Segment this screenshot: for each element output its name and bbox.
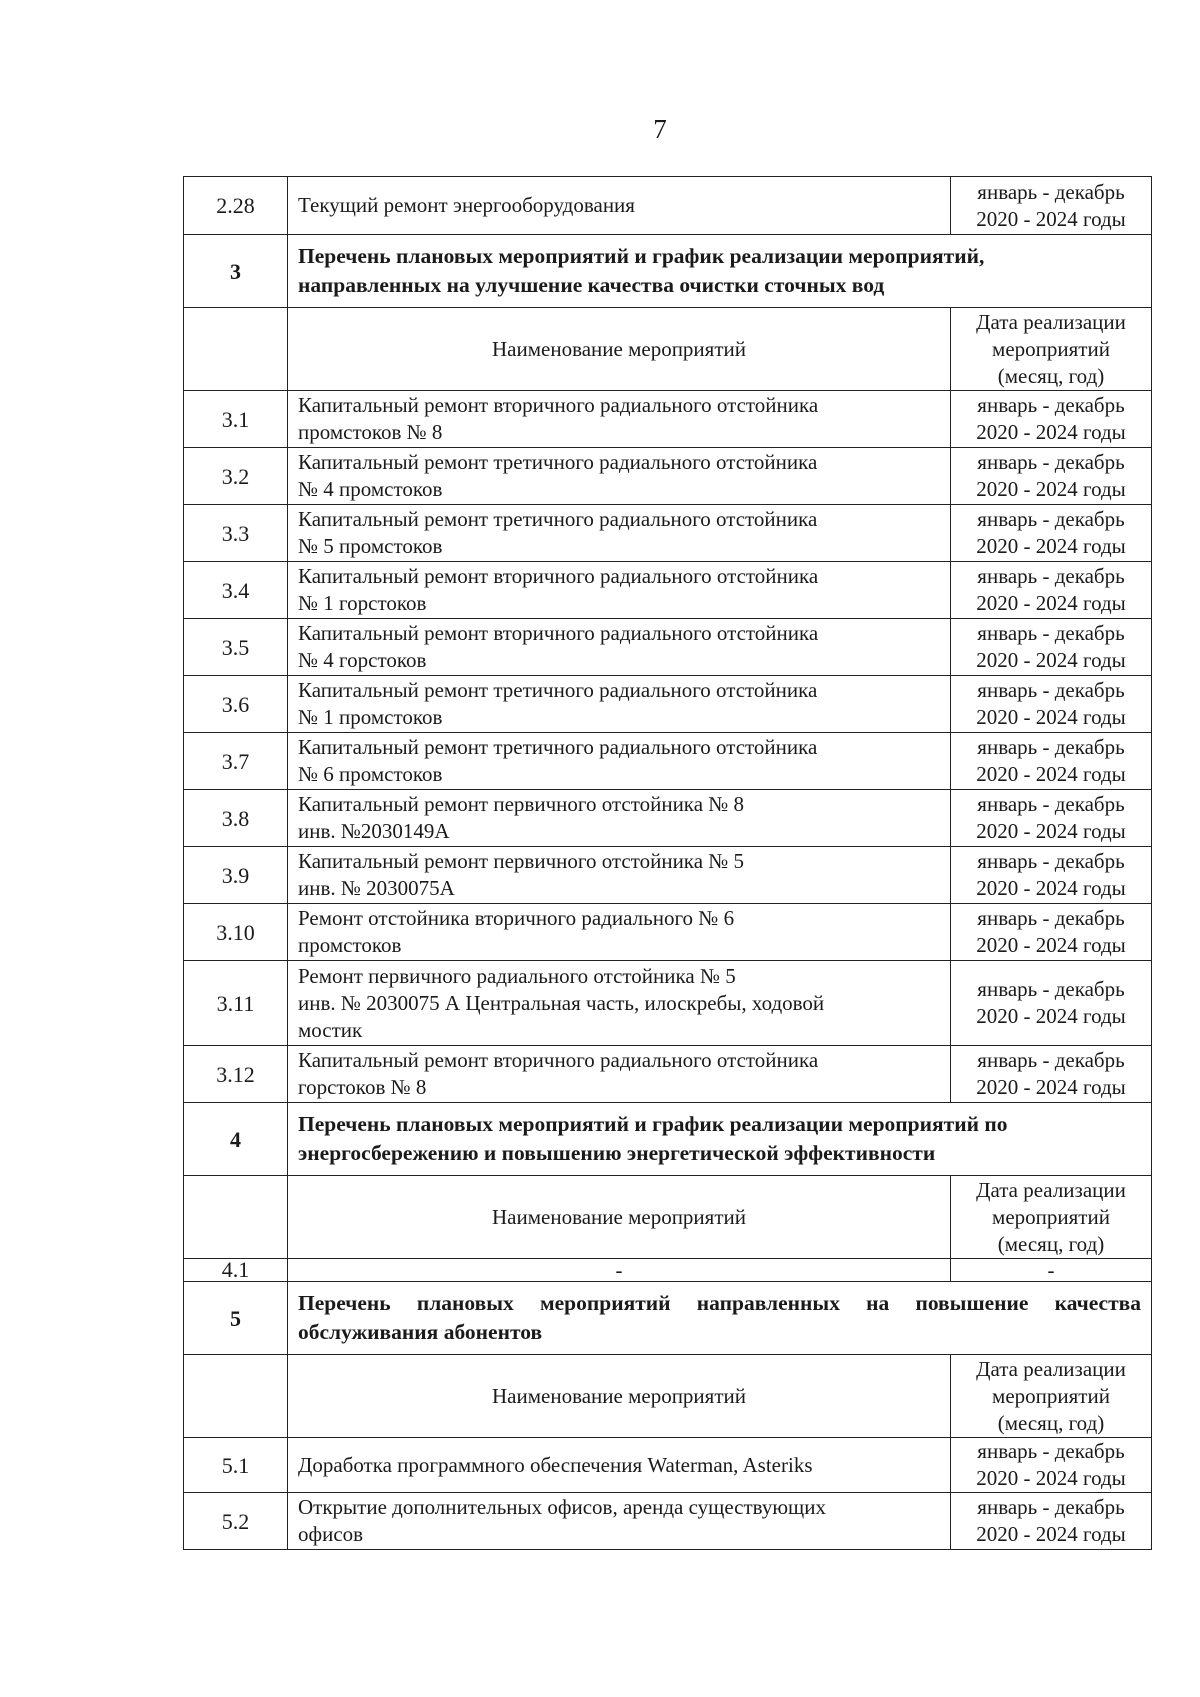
name-line: Капитальный ремонт вторичного радиального отстойника <box>298 393 819 417</box>
section-5-header-row <box>184 1355 1152 1438</box>
date-years: 2020 - 2024 годы <box>976 762 1126 786</box>
section-number: 4 <box>184 1103 288 1176</box>
implementation-date <box>951 505 1152 562</box>
empty-cell <box>184 308 288 391</box>
name-line: № 6 промстоков <box>298 762 443 786</box>
section-3-header-row <box>184 308 1152 391</box>
measure-name <box>288 562 951 619</box>
section-5-title-row <box>184 1282 1152 1355</box>
section-title <box>288 235 1152 308</box>
table-row <box>184 961 1152 1046</box>
date-months: январь - декабрь <box>977 792 1125 816</box>
section-title-line: обслуживания абонентов <box>298 1320 543 1344</box>
measure-name <box>288 790 951 847</box>
name-line: № 4 промстоков <box>298 477 443 501</box>
header-line: Дата реализации <box>976 1356 1126 1381</box>
row-number: 3.4 <box>184 562 288 619</box>
date-years: 2020 - 2024 годы <box>976 1522 1126 1546</box>
date-years: 2020 - 2024 годы <box>976 420 1126 444</box>
section-4-header-row <box>184 1176 1152 1259</box>
page-number: 7 <box>653 114 667 144</box>
name-line: Ремонт отстойника вторичного радиального № 6 <box>298 906 735 930</box>
implementation-date <box>951 619 1152 676</box>
table-row <box>184 790 1152 847</box>
measure-name <box>288 1046 951 1103</box>
date-years: 2020 - 2024 годы <box>976 206 1126 231</box>
implementation-date <box>951 1046 1152 1103</box>
date-months: январь - декабрь <box>977 977 1125 1001</box>
implementation-date <box>951 562 1152 619</box>
table-row <box>184 1438 1152 1493</box>
header-line: (месяц, год) <box>997 1231 1105 1256</box>
header-line: (месяц, год) <box>997 363 1105 388</box>
row-number: 3.10 <box>184 904 288 961</box>
name-line: Открытие дополнительных офисов, аренда существующих <box>298 1495 826 1519</box>
date-years: 2020 - 2024 годы <box>976 705 1126 729</box>
section-number: 5 <box>184 1282 288 1355</box>
row-number: 3.5 <box>184 619 288 676</box>
name-line: № 5 промстоков <box>298 534 443 558</box>
column-header-name: Наименование мероприятий <box>288 1355 951 1438</box>
date-months: январь - декабрь <box>977 564 1125 588</box>
date-years: 2020 - 2024 годы <box>976 819 1126 843</box>
name-line: Капитальный ремонт вторичного радиального отстойника <box>298 621 819 645</box>
implementation-date <box>951 904 1152 961</box>
table-row <box>184 847 1152 904</box>
row-number: 5.2 <box>184 1493 288 1550</box>
row-number: 2.28 <box>184 177 288 235</box>
table-row <box>184 505 1152 562</box>
implementation-date: - <box>951 1259 1152 1282</box>
implementation-date <box>951 391 1152 448</box>
table-row <box>184 562 1152 619</box>
column-header-date <box>951 1176 1152 1259</box>
name-line: горстоков № 8 <box>298 1075 427 1099</box>
row-number: 4.1 <box>184 1259 288 1282</box>
name-line: инв. №2030149А <box>298 819 450 843</box>
measure-name <box>288 505 951 562</box>
name-line: инв. № 2030075 А Центральная часть, илоскребы, ходовой <box>298 990 825 1015</box>
name-line: № 1 промстоков <box>298 705 443 729</box>
date-months: январь - декабрь <box>977 1439 1125 1463</box>
measure-name <box>288 391 951 448</box>
measure-name: - <box>288 1259 951 1282</box>
implementation-date <box>951 733 1152 790</box>
name-line: инв. № 2030075А <box>298 876 455 900</box>
implementation-date <box>951 790 1152 847</box>
measure-name <box>288 676 951 733</box>
implementation-date <box>951 1438 1152 1493</box>
name-line: № 4 горстоков <box>298 648 427 672</box>
name-line: Капитальный ремонт вторичного радиального отстойника <box>298 1048 819 1072</box>
section-title-line: Перечень плановых мероприятий направленных на повышение качества <box>298 1291 1141 1315</box>
date-months: январь - декабрь <box>977 849 1125 873</box>
column-header-date <box>951 308 1152 391</box>
section-4-title-row <box>184 1103 1152 1176</box>
header-line: Дата реализации <box>976 1177 1126 1202</box>
row-number: 3.1 <box>184 391 288 448</box>
measure-name <box>288 733 951 790</box>
measure-name <box>288 961 951 1046</box>
name-line: Капитальный ремонт третичного радиального отстойника <box>298 678 818 702</box>
name-line: Ремонт первичного радиального отстойника № 5 <box>298 963 736 988</box>
measure-name <box>288 847 951 904</box>
name-line: Капитальный ремонт вторичного радиального отстойника <box>298 564 819 588</box>
measure-name <box>288 448 951 505</box>
row-number: 3.2 <box>184 448 288 505</box>
table-row <box>184 733 1152 790</box>
row-number: 5.1 <box>184 1438 288 1493</box>
implementation-date <box>951 676 1152 733</box>
row-number: 3.9 <box>184 847 288 904</box>
header-line: мероприятий <box>992 336 1110 361</box>
date-years: 2020 - 2024 годы <box>976 477 1126 501</box>
date-months: январь - декабрь <box>977 450 1125 474</box>
header-line: (месяц, год) <box>997 1410 1105 1435</box>
date-months: январь - декабрь <box>977 1048 1125 1072</box>
name-line: промстоков <box>298 933 402 957</box>
name-line: Капитальный ремонт третичного радиального отстойника <box>298 450 818 474</box>
table-row <box>184 448 1152 505</box>
name-line: Доработка программного обеспечения Waterman, Asteriks <box>298 1452 813 1477</box>
measure-name: Текущий ремонт энергооборудования <box>288 177 951 235</box>
date-months: январь - декабрь <box>977 735 1125 759</box>
table-row <box>184 1046 1152 1103</box>
header-line: мероприятий <box>992 1204 1110 1229</box>
implementation-date <box>951 177 1152 235</box>
name-line: промстоков № 8 <box>298 420 443 444</box>
measure-name <box>288 1493 951 1550</box>
implementation-date <box>951 1493 1152 1550</box>
measure-name <box>288 619 951 676</box>
date-years: 2020 - 2024 годы <box>976 591 1126 615</box>
implementation-date <box>951 448 1152 505</box>
date-months: январь - декабрь <box>977 621 1125 645</box>
table-row <box>184 391 1152 448</box>
date-years: 2020 - 2024 годы <box>976 648 1126 672</box>
date-months: январь - декабрь <box>977 507 1125 531</box>
header-line: мероприятий <box>992 1383 1110 1408</box>
section-title <box>288 1103 1152 1176</box>
table-row <box>184 1493 1152 1550</box>
name-line: офисов <box>298 1522 364 1546</box>
measures-table <box>183 176 1152 1550</box>
row-number: 3.3 <box>184 505 288 562</box>
date-months: январь - декабрь <box>977 678 1125 702</box>
table-row <box>184 177 1152 235</box>
row-number: 3.6 <box>184 676 288 733</box>
date-years: 2020 - 2024 годы <box>976 1004 1126 1028</box>
column-header-name: Наименование мероприятий <box>288 1176 951 1259</box>
section-title-line: энергосбережению и повышению энергетической эффективности <box>298 1141 936 1165</box>
section-title <box>288 1282 1152 1355</box>
name-line: мостик <box>298 1017 363 1042</box>
date-months: январь - декабрь <box>977 906 1125 930</box>
row-number: 3.7 <box>184 733 288 790</box>
name-line: Капитальный ремонт первичного отстойника № 8 <box>298 792 745 816</box>
table-row <box>184 904 1152 961</box>
section-number: 3 <box>184 235 288 308</box>
date-months: январь - декабрь <box>977 1495 1125 1519</box>
row-number: 3.8 <box>184 790 288 847</box>
empty-cell <box>184 1355 288 1438</box>
table-row <box>184 619 1152 676</box>
date-years: 2020 - 2024 годы <box>976 534 1126 558</box>
implementation-date <box>951 847 1152 904</box>
date-years: 2020 - 2024 годы <box>976 933 1126 957</box>
name-line: № 1 горстоков <box>298 591 427 615</box>
implementation-date <box>951 961 1152 1046</box>
empty-cell <box>184 1176 288 1259</box>
table-row <box>184 1259 1152 1282</box>
section-title-line: Перечень плановых мероприятий и график реализации мероприятий по <box>298 1112 1008 1136</box>
measure-name <box>288 904 951 961</box>
row-number: 3.12 <box>184 1046 288 1103</box>
date-months: январь - декабрь <box>977 393 1125 417</box>
table-row <box>184 676 1152 733</box>
column-header-name: Наименование мероприятий <box>288 308 951 391</box>
row-number: 3.11 <box>184 961 288 1046</box>
date-years: 2020 - 2024 годы <box>976 1466 1126 1490</box>
date-years: 2020 - 2024 годы <box>976 1075 1126 1099</box>
name-line: Капитальный ремонт третичного радиального отстойника <box>298 507 818 531</box>
section-3-title-row <box>184 235 1152 308</box>
name-line: Капитальный ремонт первичного отстойника № 5 <box>298 849 745 873</box>
date-months: январь - декабрь <box>977 179 1125 204</box>
column-header-date <box>951 1355 1152 1438</box>
name-line: Капитальный ремонт третичного радиального отстойника <box>298 735 818 759</box>
section-title-line: Перечень плановых мероприятий и график реализации мероприятий, <box>298 244 985 268</box>
measure-name <box>288 1438 951 1493</box>
header-line: Дата реализации <box>976 309 1126 334</box>
section-title-line: направленных на улучшение качества очистки сточных вод <box>298 273 885 297</box>
date-years: 2020 - 2024 годы <box>976 876 1126 900</box>
